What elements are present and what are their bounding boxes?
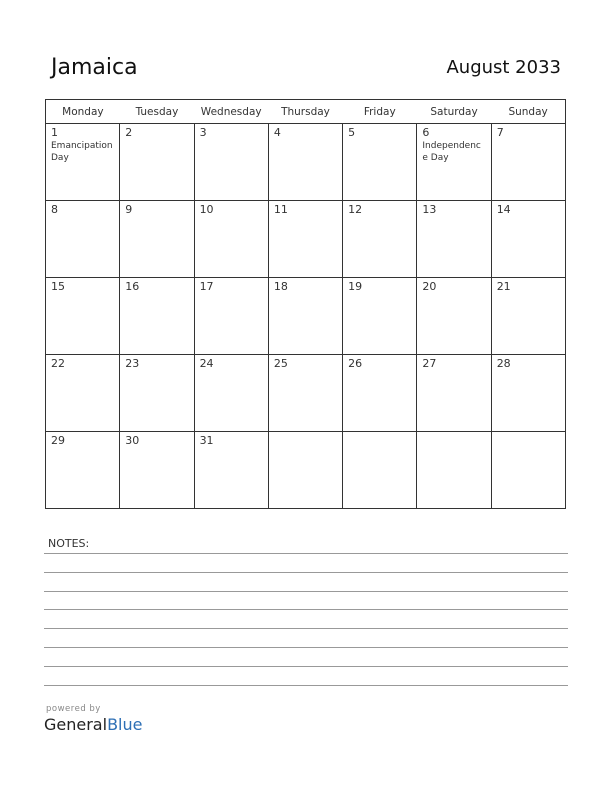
- brand-name-blue: Blue: [107, 715, 143, 734]
- weekday-header: Sunday: [491, 100, 565, 124]
- note-line: [44, 647, 568, 648]
- day-cell: [268, 278, 342, 355]
- note-line: [44, 628, 568, 629]
- day-cell: [120, 124, 194, 201]
- day-cell: [46, 278, 120, 355]
- holiday-label: Emancipation Day: [51, 141, 113, 163]
- day-cell: [417, 355, 491, 432]
- day-cell: [194, 278, 268, 355]
- day-cell: [491, 124, 565, 201]
- day-number: 30: [125, 434, 140, 447]
- day-number: 22: [51, 357, 65, 370]
- month-year-title: August 2033: [446, 57, 561, 78]
- week-row: [46, 432, 566, 509]
- note-line: [44, 666, 568, 667]
- weekday-header: Tuesday: [120, 100, 194, 124]
- holiday-label: Independence Day: [422, 141, 481, 163]
- day-cell: [268, 355, 342, 432]
- day-cell: [491, 201, 565, 278]
- country-title: Jamaica: [51, 55, 138, 80]
- day-number: 16: [125, 280, 140, 293]
- week-row: [46, 278, 566, 355]
- day-number: 18: [273, 280, 288, 293]
- day-number: 26: [348, 357, 363, 370]
- day-cell: [194, 355, 268, 432]
- day-number: 11: [273, 203, 288, 216]
- day-cell: [194, 124, 268, 201]
- day-number: 15: [51, 280, 65, 293]
- day-number: 21: [496, 280, 511, 293]
- day-number: 1: [51, 126, 58, 139]
- day-cell: [46, 124, 120, 201]
- week-row: [46, 355, 566, 432]
- brand-name-general: General: [44, 715, 108, 734]
- day-number: 20: [422, 280, 437, 293]
- weekday-header: Thursday: [268, 100, 342, 124]
- day-number: 6: [422, 126, 430, 139]
- note-line: [44, 685, 568, 686]
- day-cell: [491, 278, 565, 355]
- day-cell: [120, 201, 194, 278]
- day-cell: [194, 201, 268, 278]
- day-number: 23: [125, 357, 140, 370]
- day-number: 8: [51, 203, 58, 216]
- day-cell: [268, 124, 342, 201]
- week-row: [46, 124, 566, 201]
- weekday-header: Saturday: [417, 100, 491, 124]
- powered-by-text: powered by: [46, 704, 101, 714]
- day-cell: [46, 355, 120, 432]
- weekday-header-row: [46, 100, 566, 124]
- weekday-header: Monday: [46, 100, 120, 124]
- note-line: [44, 553, 568, 554]
- day-cell: [343, 278, 417, 355]
- day-number: 3: [199, 126, 207, 139]
- day-number: 12: [348, 203, 363, 216]
- day-cell: [417, 124, 491, 201]
- day-cell: [417, 278, 491, 355]
- day-cell: [491, 355, 565, 432]
- day-cell: [491, 432, 565, 509]
- week-row: [46, 201, 566, 278]
- day-number: 9: [125, 203, 133, 216]
- day-cell: [46, 201, 120, 278]
- day-number: 7: [496, 126, 504, 139]
- day-number: 10: [199, 203, 214, 216]
- day-cell: [268, 201, 342, 278]
- day-number: 2: [125, 126, 133, 139]
- day-cell: [120, 355, 194, 432]
- weekday-header: Wednesday: [194, 100, 268, 124]
- day-number: 29: [51, 434, 65, 447]
- day-cell: [120, 432, 194, 509]
- day-cell: [343, 432, 417, 509]
- day-number: 4: [273, 126, 281, 139]
- day-cell: [343, 355, 417, 432]
- day-number: 5: [348, 126, 356, 139]
- day-cell: [120, 278, 194, 355]
- brand-logo: [44, 704, 142, 735]
- day-number: 28: [496, 357, 511, 370]
- brand-name: [44, 715, 142, 735]
- day-cell: [46, 432, 120, 509]
- day-cell: [268, 432, 342, 509]
- day-cell: [417, 201, 491, 278]
- note-line: [44, 609, 568, 610]
- day-number: 25: [273, 357, 288, 370]
- day-number: 19: [348, 280, 363, 293]
- day-cell: [194, 432, 268, 509]
- day-cell: [343, 201, 417, 278]
- notes-label: NOTES:: [48, 537, 90, 550]
- day-number: 17: [199, 280, 214, 293]
- note-line: [44, 591, 568, 592]
- day-number: 13: [422, 203, 437, 216]
- day-cell: [417, 432, 491, 509]
- day-number: 31: [199, 434, 214, 447]
- note-line: [44, 572, 568, 573]
- calendar-grid: [45, 99, 566, 509]
- day-number: 27: [422, 357, 437, 370]
- day-number: 24: [199, 357, 214, 370]
- weekday-header: Friday: [343, 100, 417, 124]
- day-number: 14: [496, 203, 511, 216]
- day-cell: [343, 124, 417, 201]
